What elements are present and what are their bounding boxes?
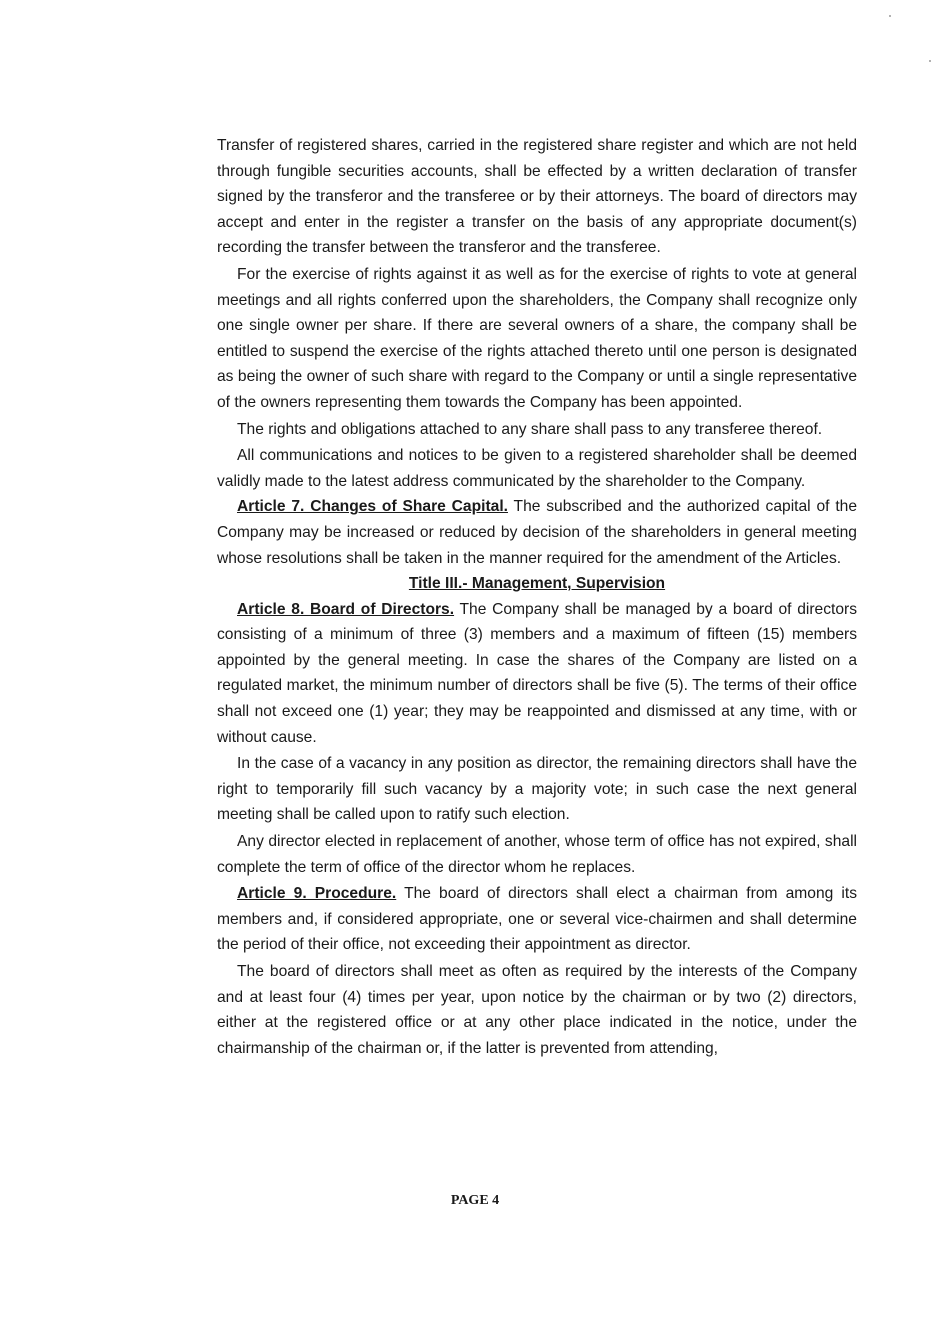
paragraph-rights-obligations — [217, 417, 857, 443]
paragraph-article-7 — [217, 494, 857, 571]
paragraph-replacement-director — [217, 829, 857, 880]
scan-speck — [889, 15, 891, 17]
article-9-heading: Article 9. Procedure. — [237, 885, 397, 903]
paragraph-text: The Company shall be managed by a board of directors consisting of a minimum of three (3) members and a maximum of fifteen (15) members appointed by the general meeting. In case the shares of the Company are listed on a regulated market, the minimum number of directors shall be five (5). The terms of their office shall not exceed one (1) year; they may be reappointed and dismissed at any time, with or without cause. — [217, 600, 858, 746]
document-body — [217, 133, 857, 1061]
paragraph-article-8 — [217, 597, 857, 751]
paragraph-text: The rights and obligations attached to any share shall pass to any transferee thereof. — [237, 420, 823, 438]
scan-speck — [929, 60, 931, 62]
paragraph-exercise-of-rights — [217, 262, 857, 416]
paragraph-vacancy — [217, 751, 857, 828]
paragraph-text: All communications and notices to be given to a registered shareholder shall be deemed validly made to the latest address communicated by the shareholder to the Company. — [217, 447, 857, 490]
paragraph-communications — [217, 443, 857, 494]
paragraph-text: For the exercise of rights against it as well as for the exercise of rights to vote at general meetings and all rights conferred upon the shareholders, the Company shall recognize only one single owner per share. If there are several owners of a share, the company shall be entitled to suspend the exercise of the rights attached thereto until one person is designated as being the owner of such share with regard to the Company or until a single representative of the owners representing them towards the Company has been appointed. — [217, 265, 857, 411]
paragraph-text: The board of directors shall meet as often as required by the interests of the Company and at least four (4) times per year, upon notice by the chairman or by two (2) directors, either at the registered office or at any other place indicated in the notice, under the chairmanship of the chairman or, if the latter is prevented from attending, — [217, 963, 857, 1057]
paragraph-text: Any director elected in replacement of another, whose term of office has not expired, shall complete the term of office of the director whom he replaces. — [217, 833, 857, 876]
paragraph-text: Transfer of registered shares, carried in the registered share register and which are not held through fungible securities accounts, shall be effected by a written declaration of transfer signed by the transferor and the transferee or by their attorneys. The board of directors may accept and enter in the register a transfer on the basis of any appropriate document(s) recording the transfer between the transferor and the transferee. — [217, 137, 857, 257]
paragraph-text: The subscribed and the authorized capital of the Company may be increased or reduced by decision of the shareholders in general meeting whose resolutions shall be taken in the manner required for the amendment of the Articles. — [217, 498, 857, 567]
paragraph-board-meetings — [217, 959, 857, 1061]
paragraph-share-transfer — [217, 133, 857, 261]
article-7-heading: Article 7. Changes of Share Capital. — [237, 498, 508, 516]
paragraph-text: The board of directors shall elect a chairman from among its members and, if considered appropriate, one or several vice-chairmen and shall determine the period of their office, not exceeding their appointment as director. — [217, 885, 857, 954]
paragraph-article-9 — [217, 881, 857, 958]
paragraph-text: In the case of a vacancy in any position as director, the remaining directors shall have the right to temporarily fill such vacancy by a majority vote; in such case the next general meeting shall be called upon to ratify such election. — [217, 755, 857, 824]
page-number: PAGE 4 — [450, 1193, 500, 1208]
section-title: Title III.- Management, Supervision — [408, 575, 666, 593]
article-8-heading: Article 8. Board of Directors. — [237, 600, 455, 618]
